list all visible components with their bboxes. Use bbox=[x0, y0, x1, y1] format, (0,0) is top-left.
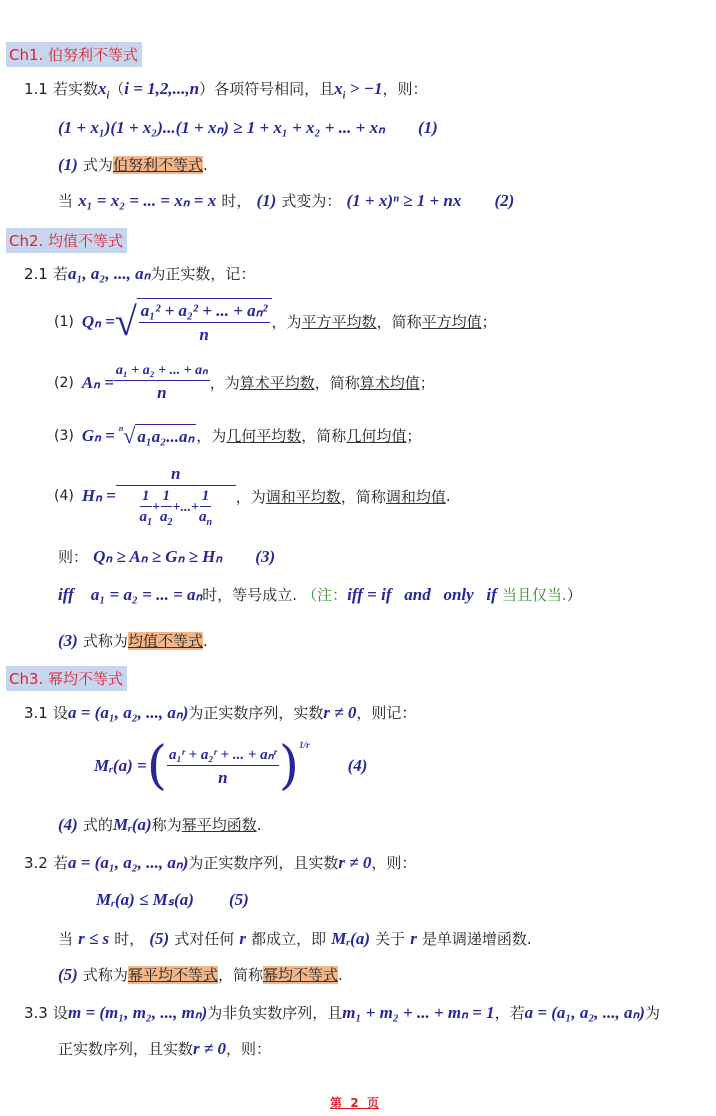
note-text: （注： bbox=[302, 586, 348, 604]
denominator: n bbox=[157, 383, 167, 402]
denominator: n bbox=[218, 767, 228, 787]
right-paren-icon: ) bbox=[278, 736, 300, 796]
math-lhs: Aₙ = bbox=[81, 372, 114, 392]
highlighted-term: 伯努利不等式 bbox=[112, 156, 203, 174]
text: 为正实数序列，实数 bbox=[188, 704, 324, 722]
section-3-2 bbox=[24, 852, 416, 873]
definition-1 bbox=[58, 154, 208, 175]
section-3-1 bbox=[24, 702, 416, 723]
underlined-term: 调和均值 bbox=[385, 487, 446, 506]
math: Mᵣ(a) bbox=[331, 929, 370, 948]
math: r ≠ 0 bbox=[338, 853, 372, 872]
definition-4 bbox=[58, 814, 262, 835]
math-range: i = 1,2,...,n bbox=[124, 79, 200, 98]
underlined-term: 几何均值 bbox=[346, 427, 407, 445]
math-lhs: Mᵣ(a) = bbox=[94, 756, 147, 775]
equation-ref: (5) bbox=[149, 929, 170, 948]
underlined-term: 幂平均函数 bbox=[181, 816, 257, 834]
text: 为正实数，记： bbox=[150, 265, 256, 283]
text: 是单调递增函数. bbox=[421, 930, 532, 948]
text: ，简称 bbox=[376, 313, 422, 331]
highlighted-term: 均值不等式 bbox=[127, 632, 203, 650]
text: 时， bbox=[221, 192, 252, 210]
text: 关于 bbox=[375, 930, 406, 948]
text: 式为 bbox=[82, 156, 113, 174]
mean-item-arithmetic bbox=[54, 362, 435, 403]
note-math: iff = if and only if bbox=[347, 585, 497, 604]
text: ，为 bbox=[235, 487, 266, 506]
text: 正实数序列，且实数 bbox=[58, 1040, 194, 1058]
text: 当 bbox=[58, 930, 74, 948]
mean-item-harmonic bbox=[54, 464, 451, 528]
text: ； bbox=[406, 427, 422, 445]
text: 则： bbox=[58, 548, 89, 566]
text: ，简称 bbox=[217, 966, 263, 984]
section-number: 3.1 bbox=[24, 704, 48, 722]
highlighted-term: 幂平均不等式 bbox=[127, 966, 218, 984]
text: . bbox=[445, 487, 451, 505]
nth-root bbox=[123, 424, 196, 447]
equation-ref: (4) bbox=[58, 815, 78, 834]
text: 为非负实数序列，且 bbox=[207, 1004, 343, 1022]
text: 若 bbox=[52, 265, 68, 283]
inequality-5 bbox=[96, 890, 249, 910]
numerator: a₁² + a₂² + ... + aₙ² bbox=[139, 301, 270, 323]
text: ，若 bbox=[494, 1004, 525, 1022]
text: ，为 bbox=[209, 374, 240, 392]
note-text: 当且仅当. bbox=[501, 586, 567, 604]
text: ，简称 bbox=[314, 374, 360, 392]
math: r ≠ 0 bbox=[193, 1039, 226, 1058]
text: ，为 bbox=[196, 427, 227, 445]
section-2-1 bbox=[24, 263, 255, 284]
chapter-1-heading: Ch1. 伯努利不等式 bbox=[6, 42, 142, 67]
section-number: 2.1 bbox=[24, 265, 48, 283]
text: ，则： bbox=[382, 80, 428, 98]
section-number: 3.2 bbox=[24, 854, 48, 872]
text: . bbox=[202, 632, 208, 650]
exponent: 1/r bbox=[299, 740, 310, 750]
text: 若实数 bbox=[52, 80, 98, 98]
text: 各项符号相同，且 bbox=[214, 80, 335, 98]
page-number: 第 2 页 bbox=[330, 1096, 380, 1110]
chapter-2-heading: Ch2. 均值不等式 bbox=[6, 228, 127, 253]
numerator: a₁ʳ + a₂ʳ + ... + aₙʳ bbox=[167, 745, 279, 766]
text: 为 bbox=[644, 1004, 660, 1022]
underlined-term: 算术平均数 bbox=[239, 374, 315, 392]
item-number: (2) bbox=[54, 374, 74, 391]
underlined-term: 调和平均数 bbox=[265, 487, 341, 506]
denominator: n bbox=[199, 325, 209, 344]
text: ； bbox=[481, 313, 497, 331]
math: a = (a₁, a₂, ..., aₙ) bbox=[67, 703, 189, 722]
equation-4 bbox=[94, 736, 368, 796]
equality-condition bbox=[58, 584, 582, 605]
text: ，为 bbox=[271, 313, 302, 331]
section-3-3-line2 bbox=[58, 1038, 271, 1059]
math-lhs: Gₙ = bbox=[81, 425, 115, 445]
definition-5 bbox=[58, 964, 343, 985]
text: . bbox=[337, 966, 343, 984]
math: a = (a₁, a₂, ..., aₙ) bbox=[67, 853, 189, 872]
equation-tag: (5) bbox=[228, 890, 249, 909]
text: . bbox=[256, 816, 262, 834]
mean-item-quadratic bbox=[54, 298, 497, 345]
section-number: 3.3 bbox=[24, 1004, 48, 1022]
equation-1 bbox=[58, 118, 438, 138]
numerator: a₁ + a₂ + ... + aₙ bbox=[114, 362, 210, 381]
text: 时，等号成立. bbox=[202, 586, 298, 604]
text: ，简称 bbox=[340, 487, 386, 506]
math: a₁, a₂, ..., aₙ bbox=[67, 264, 151, 283]
math: r bbox=[410, 929, 417, 948]
section-1-1 bbox=[24, 78, 427, 101]
math: m₁ + m₂ + ... + mₙ = 1 bbox=[342, 1003, 495, 1022]
text: 设 bbox=[52, 704, 68, 722]
text: 称为 bbox=[151, 816, 182, 834]
text: ，简称 bbox=[301, 427, 347, 445]
math-eq1: (1 + x₁)(1 + x₂)...(1 + xₙ) ≥ 1 + x₁ + x₂ + ... + xₙ bbox=[58, 118, 385, 137]
mean-item-geometric bbox=[54, 424, 421, 447]
text: ，则： bbox=[371, 854, 417, 872]
text: 式变为： bbox=[281, 192, 342, 210]
math-eq3: Qₙ ≥ Aₙ ≥ Gₙ ≥ Hₙ bbox=[93, 547, 223, 566]
text: 都成立，即 bbox=[251, 930, 327, 948]
equation-tag: (1) bbox=[417, 118, 438, 137]
item-number: (4) bbox=[54, 488, 74, 504]
equation-ref: (3) bbox=[58, 631, 78, 650]
text: 当 bbox=[58, 192, 74, 210]
radical-icon: √ bbox=[114, 298, 137, 344]
equation-tag: (2) bbox=[494, 191, 515, 210]
text: ，则： bbox=[225, 1040, 271, 1058]
equation-ref: (5) bbox=[58, 965, 78, 984]
radical-icon: √ bbox=[123, 422, 136, 448]
item-number: (3) bbox=[54, 427, 74, 444]
math-eq2: (1 + x)ⁿ ≥ 1 + nx bbox=[346, 191, 462, 210]
equation-ref: (1) bbox=[58, 155, 78, 174]
left-paren-icon: ( bbox=[146, 736, 167, 796]
math-xi: $x_i$ bbox=[97, 79, 110, 102]
math: a₁ = a₂ = ... = aₙ bbox=[90, 585, 203, 604]
text: ） bbox=[199, 80, 215, 98]
inequality-3 bbox=[58, 546, 275, 567]
equation-tag: (4) bbox=[347, 756, 368, 775]
underlined-term: 几何平均数 bbox=[226, 427, 302, 445]
math: a = (a₁, a₂, ..., aₙ) bbox=[524, 1003, 645, 1022]
math-iff: iff bbox=[58, 585, 74, 604]
text: 式的 bbox=[82, 816, 113, 834]
equation-tag: (3) bbox=[255, 547, 276, 566]
math-cond: $x_i > -1$ bbox=[334, 79, 383, 102]
sqrt bbox=[115, 298, 272, 345]
math: m = (m₁, m₂, ..., mₙ) bbox=[67, 1003, 208, 1022]
underlined-term: 平方平均数 bbox=[301, 313, 377, 331]
underlined-term: 平方均值 bbox=[421, 313, 482, 331]
math: Mᵣ(a) bbox=[112, 815, 152, 834]
numerator: n bbox=[116, 464, 236, 486]
item-number: (1) bbox=[54, 313, 74, 330]
radicand: a₁a₂...aₙ bbox=[135, 424, 196, 447]
math: r ≤ s bbox=[78, 929, 110, 948]
text: ，则记： bbox=[356, 704, 417, 722]
text: ； bbox=[419, 374, 435, 392]
section-number: 1.1 bbox=[24, 80, 48, 98]
text: 设 bbox=[52, 1004, 68, 1022]
equation-ref: (1) bbox=[256, 191, 277, 210]
math-lhs: Qₙ = bbox=[81, 311, 115, 331]
math-eq5: Mᵣ(a) ≤ Mₛ(a) bbox=[96, 890, 194, 909]
section-3-3 bbox=[24, 1002, 660, 1023]
chapter-3-heading: Ch3. 幂均不等式 bbox=[6, 666, 127, 691]
math-lhs: Hₙ = bbox=[81, 486, 116, 505]
math: x₁ = x₂ = ... = xₙ = x bbox=[78, 191, 217, 210]
text: 时， bbox=[114, 930, 145, 948]
text: 式对任何 bbox=[174, 930, 235, 948]
special-case-line bbox=[58, 190, 514, 211]
math: r ≠ 0 bbox=[323, 703, 357, 722]
text: 式称为 bbox=[82, 632, 128, 650]
text: ） bbox=[566, 586, 582, 604]
text: 若 bbox=[52, 854, 68, 872]
highlighted-term: 幂均不等式 bbox=[262, 966, 338, 984]
text: 为正实数序列，且实数 bbox=[188, 854, 339, 872]
underlined-term: 算术均值 bbox=[359, 374, 420, 392]
denominator: $\frac{1}{a_1}$ + $\frac{1}{a_2}$ +...+ $\frac{1}{a_n}$ bbox=[139, 488, 213, 528]
text: 式称为 bbox=[82, 966, 128, 984]
text: . bbox=[202, 156, 208, 174]
math: r bbox=[239, 929, 247, 948]
monotonic-statement bbox=[58, 928, 532, 949]
root-index: n bbox=[118, 424, 124, 433]
definition-3 bbox=[58, 630, 208, 651]
text: （ bbox=[109, 80, 125, 98]
